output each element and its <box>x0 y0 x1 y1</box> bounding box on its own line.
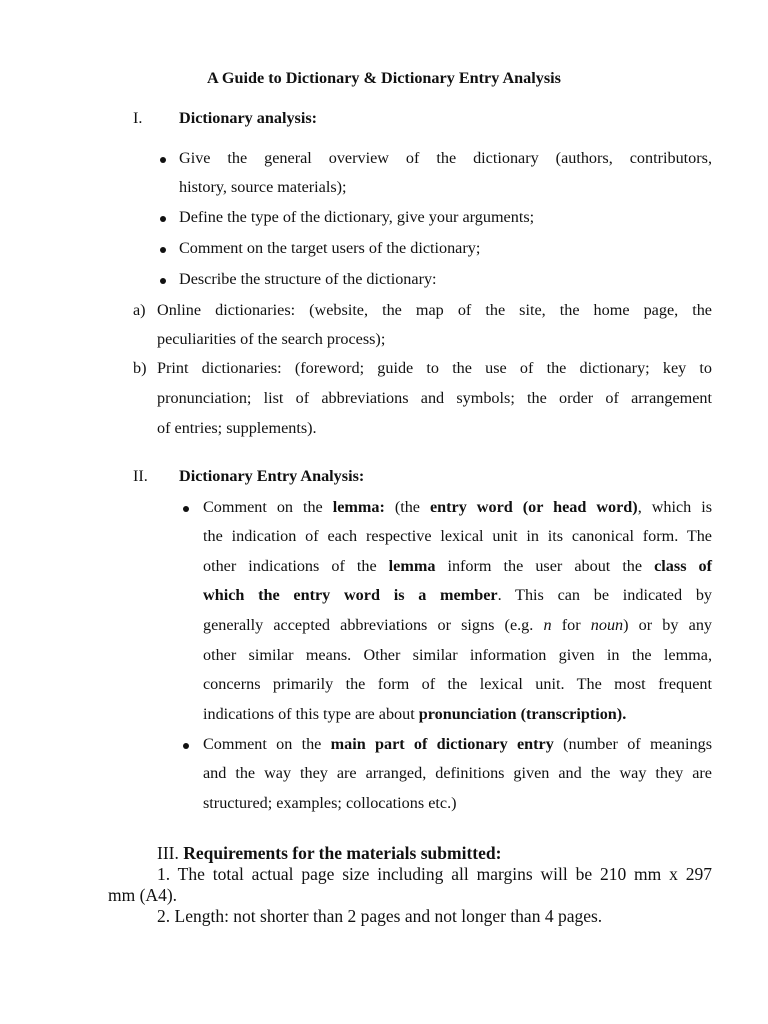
bullet-icon <box>160 278 166 284</box>
section-1-bullet-2: Define the type of the dictionary, give your arguments; <box>179 208 535 226</box>
section-2-bullet-1-line-5: generally accepted abbreviations or signs (e.g. n for noun) or by any <box>203 616 713 634</box>
section-2-bullet-1-line-6: other similar means. Other similar information given in the lemma, <box>203 646 712 664</box>
bullet-icon <box>183 506 189 512</box>
sub-item-a-marker: a) <box>133 301 146 319</box>
bullet-icon <box>160 247 166 253</box>
sub-item-b-line-3: of entries; supplements). <box>157 419 317 437</box>
section-2-bullet-2-line-1: Comment on the main part of dictionary entry (number of meanings <box>203 735 712 753</box>
section-1-bullet-1-line-2: history, source materials); <box>179 178 347 196</box>
bullet-icon <box>160 216 166 222</box>
section-1-bullet-4: Describe the structure of the dictionary: <box>179 270 437 288</box>
section-3-item-1-line-1: 1. The total actual page size including all margins will be 210 mm x 297 <box>157 864 712 884</box>
sub-item-a-line-2: peculiarities of the search process); <box>157 330 386 348</box>
section-2-bullet-1-line-4: which the entry word is a member. This can be indicated by <box>203 586 713 604</box>
section-3-heading: Requirements for the materials submitted: <box>183 843 502 863</box>
section-2-bullet-1-line-1: Comment on the lemma: (the entry word (or head word), which is <box>203 498 713 516</box>
sub-item-b-line-1: Print dictionaries: (foreword; guide to the use of the dictionary; key to <box>157 359 712 377</box>
section-2-numeral: II. <box>133 467 148 485</box>
sub-item-a-line-1: Online dictionaries: (website, the map of the site, the home page, the <box>157 301 712 319</box>
sub-item-b-marker: b) <box>133 359 147 377</box>
section-1-heading: Dictionary analysis: <box>179 109 318 127</box>
section-1-numeral: I. <box>133 109 143 127</box>
section-2-heading: Dictionary Entry Analysis: <box>179 467 365 485</box>
section-3-item-1-line-2: mm (A4). <box>108 885 178 905</box>
section-2-bullet-1-line-7: concerns primarily the form of the lexical unit. The most frequent <box>203 675 712 693</box>
section-2-bullet-2-line-3: structured; examples; collocations etc.) <box>203 794 457 812</box>
sub-item-b-line-2: pronunciation; list of abbreviations and symbols; the order of arrangement <box>157 389 712 407</box>
section-3-item-2: 2. Length: not shorter than 2 pages and not longer than 4 pages. <box>157 906 603 926</box>
section-3-heading-line <box>157 843 501 864</box>
section-1-bullet-3: Comment on the target users of the dictionary; <box>179 239 481 257</box>
section-2-bullet-1-line-3: other indications of the lemma inform the user about the class of <box>203 557 713 575</box>
bullet-icon <box>160 157 166 163</box>
page-title: A Guide to Dictionary & Dictionary Entry Analysis <box>207 69 561 87</box>
section-2-bullet-2-line-2: and the way they are arranged, definitions given and the way they are <box>203 764 712 782</box>
section-2-bullet-1-line-2: the indication of each respective lexical unit in its canonical form. The <box>203 527 712 545</box>
section-2-bullet-1-line-8: indications of this type are about pronunciation (transcription). <box>203 705 627 723</box>
bullet-icon <box>183 743 189 749</box>
section-3-numeral: III. <box>157 843 184 863</box>
section-1-bullet-1-line-1: Give the general overview of the dictionary (authors, contributors, <box>179 149 712 167</box>
